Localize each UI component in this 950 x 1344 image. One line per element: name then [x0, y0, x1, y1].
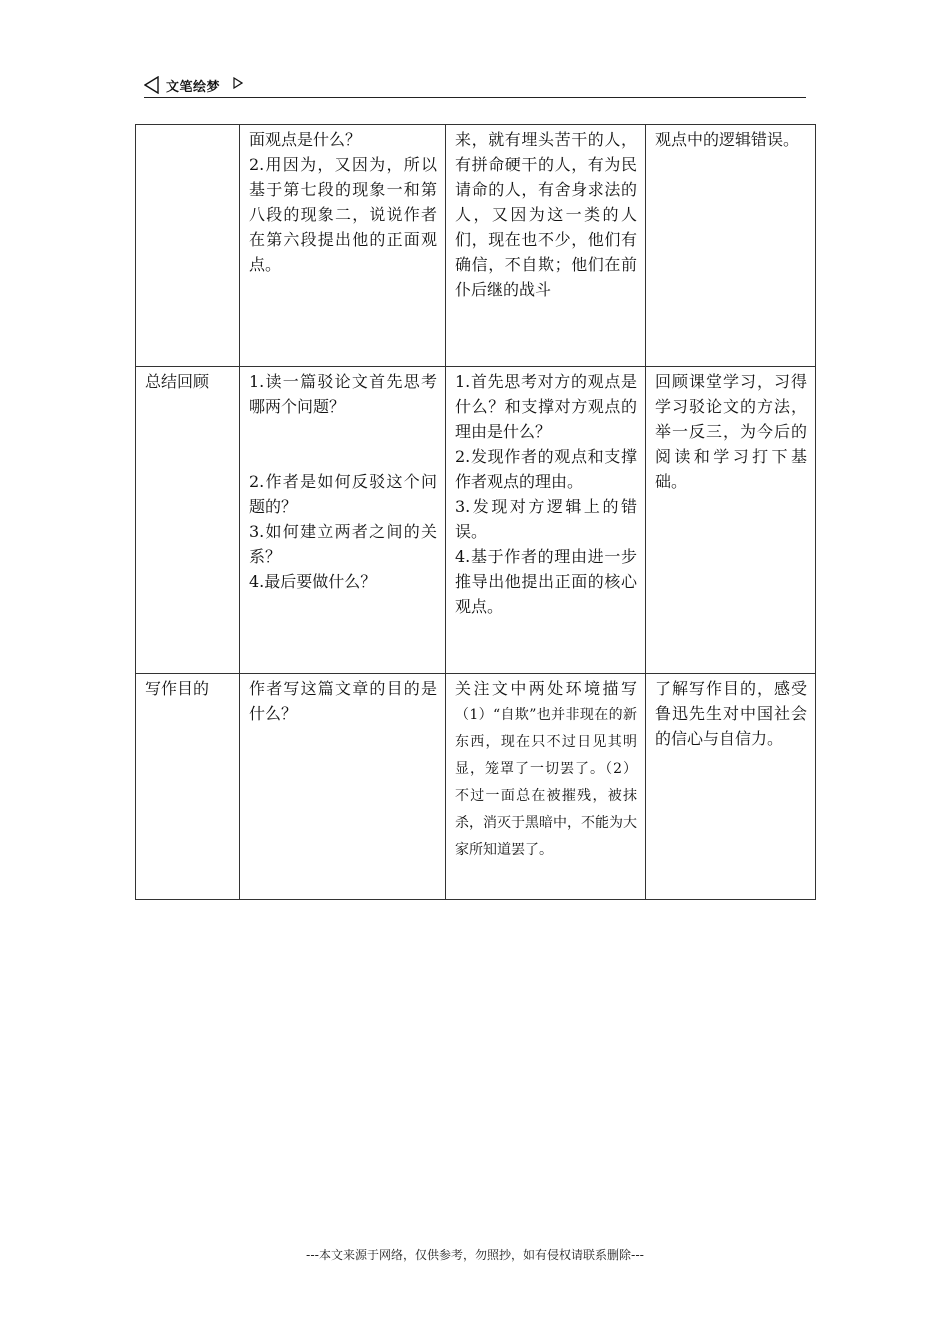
- answer-line: 2.发现作者的观点和支撑作者观点的理由。: [455, 447, 637, 491]
- question-line: 2.用因为，又因为，所以基于第七段的现象一和第八段的现象二，说说作者在第六段提出他的正面观点。: [249, 155, 437, 274]
- question-line: 作者写这篇文章的目的是什么？: [249, 679, 437, 723]
- answer-cell: [446, 367, 646, 674]
- question-cell: [240, 367, 446, 674]
- brand-title: 文笔绘梦: [166, 80, 221, 95]
- answer-quote: （1）“自欺”也并非现在的新东西，现在只不过日见其明显，笼罩了一切罢了。（2）不过一面总在被摧残，被抹杀，消灭于黑暗中，不能为大家所知道罢了。: [455, 707, 637, 858]
- table-row: [136, 367, 816, 674]
- footer-disclaimer: ---本文来源于网络，仅供参考，勿照抄，如有侵权请联系删除---: [306, 1248, 644, 1262]
- question-line: 1.读一篇驳论文首先思考哪两个问题？: [249, 372, 437, 416]
- triangle-left-icon: [144, 76, 160, 94]
- question-cell: [240, 125, 446, 367]
- table-row: [136, 674, 816, 900]
- answer-line: 3.发现对方逻辑上的错误。: [455, 497, 637, 541]
- question-line: 2.作者是如何反驳这个问题的？: [249, 472, 437, 516]
- lesson-plan-table: [135, 124, 816, 900]
- stage-cell: [136, 125, 240, 367]
- table-row: [136, 125, 816, 367]
- answer-cell: [446, 674, 646, 900]
- stage-cell: 总结回顾: [136, 367, 240, 674]
- stage-cell: 写作目的: [136, 674, 240, 900]
- question-line: 4.最后要做什么？: [249, 572, 377, 591]
- question-line: 3.如何建立两者之间的关系？: [249, 522, 437, 566]
- page-header: [144, 74, 806, 98]
- header-rule: [144, 97, 806, 98]
- answer-line: 来，就有埋头苦干的人，有拼命硬干的人，有为民请命的人，有舍身求法的人，又因为这一类的人们，现在也不少，他们有确信，不自欺；他们在前仆后继的战斗: [455, 130, 637, 299]
- question-line: 面观点是什么？: [249, 130, 362, 149]
- question-cell: [240, 674, 446, 900]
- answer-cell: [446, 125, 646, 367]
- goal-cell: 了解写作目的，感受鲁迅先生对中国社会的信心与自信力。: [646, 674, 816, 900]
- triangle-right-icon: [233, 77, 243, 89]
- answer-line: 4.基于作者的理由进一步推导出他提出正面的核心观点。: [455, 547, 637, 616]
- goal-cell: 观点中的逻辑错误。: [646, 125, 816, 367]
- goal-cell: 回顾课堂学习，习得学习驳论文的方法，举一反三，为今后的阅读和学习打下基础。: [646, 367, 816, 674]
- answer-lead: 关注文中两处环境描写: [455, 679, 637, 698]
- answer-line: 1.首先思考对方的观点是什么？和支撑对方观点的理由是什么？: [455, 372, 637, 441]
- question-spacer: [249, 419, 437, 469]
